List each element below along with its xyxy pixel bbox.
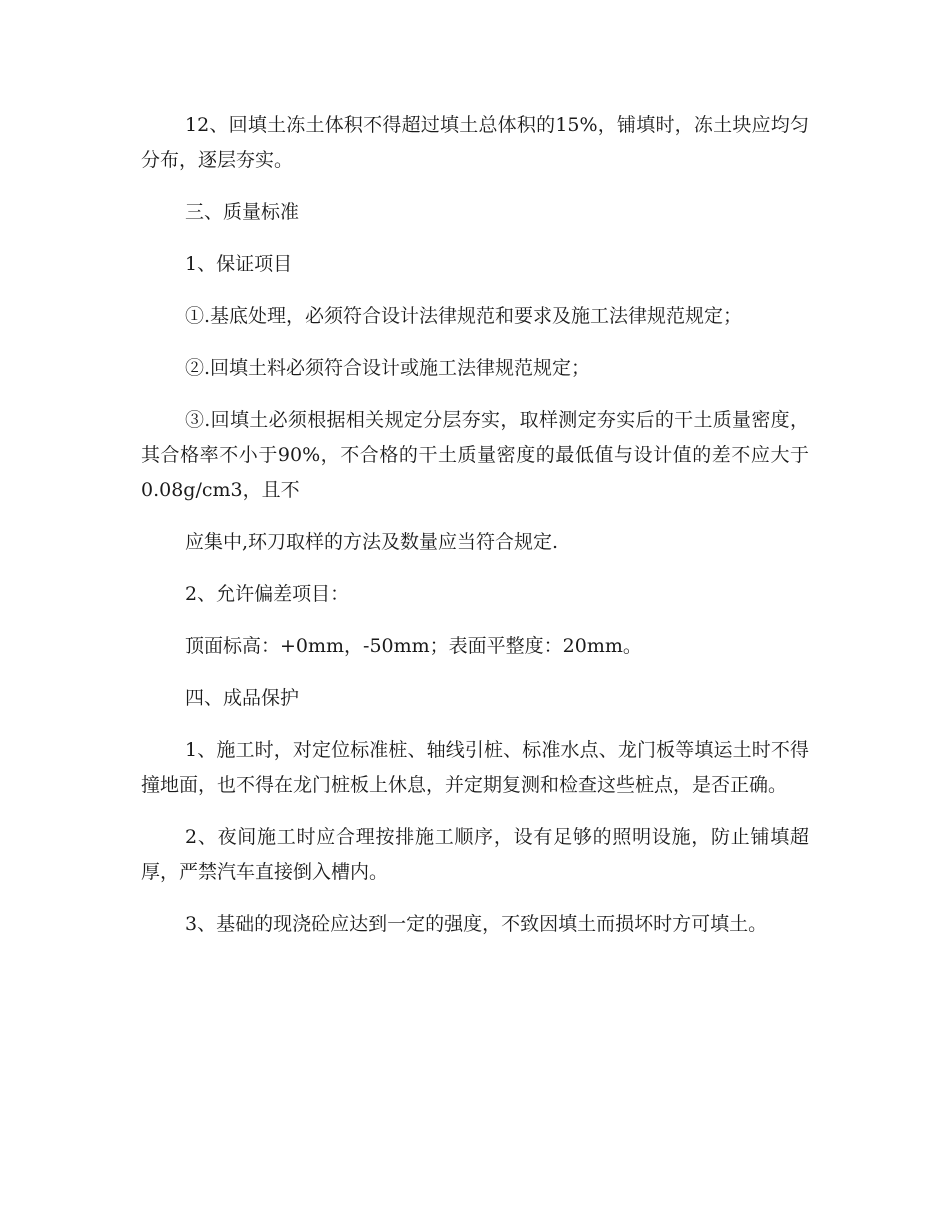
paragraph-deviation-values: 顶面标高：+0mm，-50mm；表面平整度：20mm。 [185, 635, 642, 657]
paragraph-ring-sampling: 应集中,环刀取样的方法及数量应当符合规定. [185, 531, 559, 553]
paragraph-night-construction: 2、夜间施工时应合理按排施工顺序，设有足够的照明设施，防止铺填超厚，严禁汽车直接倒入槽内。 [141, 826, 809, 883]
paragraph-backfill-material: ②.回填土料必须符合设计或施工法律规范规定； [185, 357, 591, 379]
paragraph-base-treatment: ①.基底处理，必须符合设计法律规范和要求及施工法律规范规定； [185, 305, 743, 327]
subheading-allowable-deviation: 2、允许偏差项目： [185, 583, 350, 605]
subheading-guarantee-items: 1、保证项目 [185, 253, 293, 275]
heading-quality-standard: 三、质量标准 [185, 201, 300, 223]
document-body [141, 108, 809, 959]
paragraph-compaction: ③.回填土必须根据相关规定分层夯实，取样测定夯实后的干土质量密度，其合格率不小于90%，不合格的干土质量密度的最低值与设计值的差不应大于0.08g/cm3，且不 [141, 409, 809, 501]
heading-product-protection: 四、成品保护 [185, 687, 300, 709]
paragraph-frozen-soil: 12、回填土冻土体积不得超过填土总体积的15%，铺填时，冻土块应均匀分布，逐层夯实。 [141, 114, 809, 171]
paragraph-concrete-strength: 3、基础的现浇砼应达到一定的强度，不致因填土而损坏时方可填土。 [185, 913, 768, 935]
paragraph-stake-protection: 1、施工时，对定位标准桩、轴线引桩、标准水点、龙门板等填运土时不得撞地面，也不得在龙门桩板上休息，并定期复测和检查这些桩点，是否正确。 [141, 739, 809, 796]
